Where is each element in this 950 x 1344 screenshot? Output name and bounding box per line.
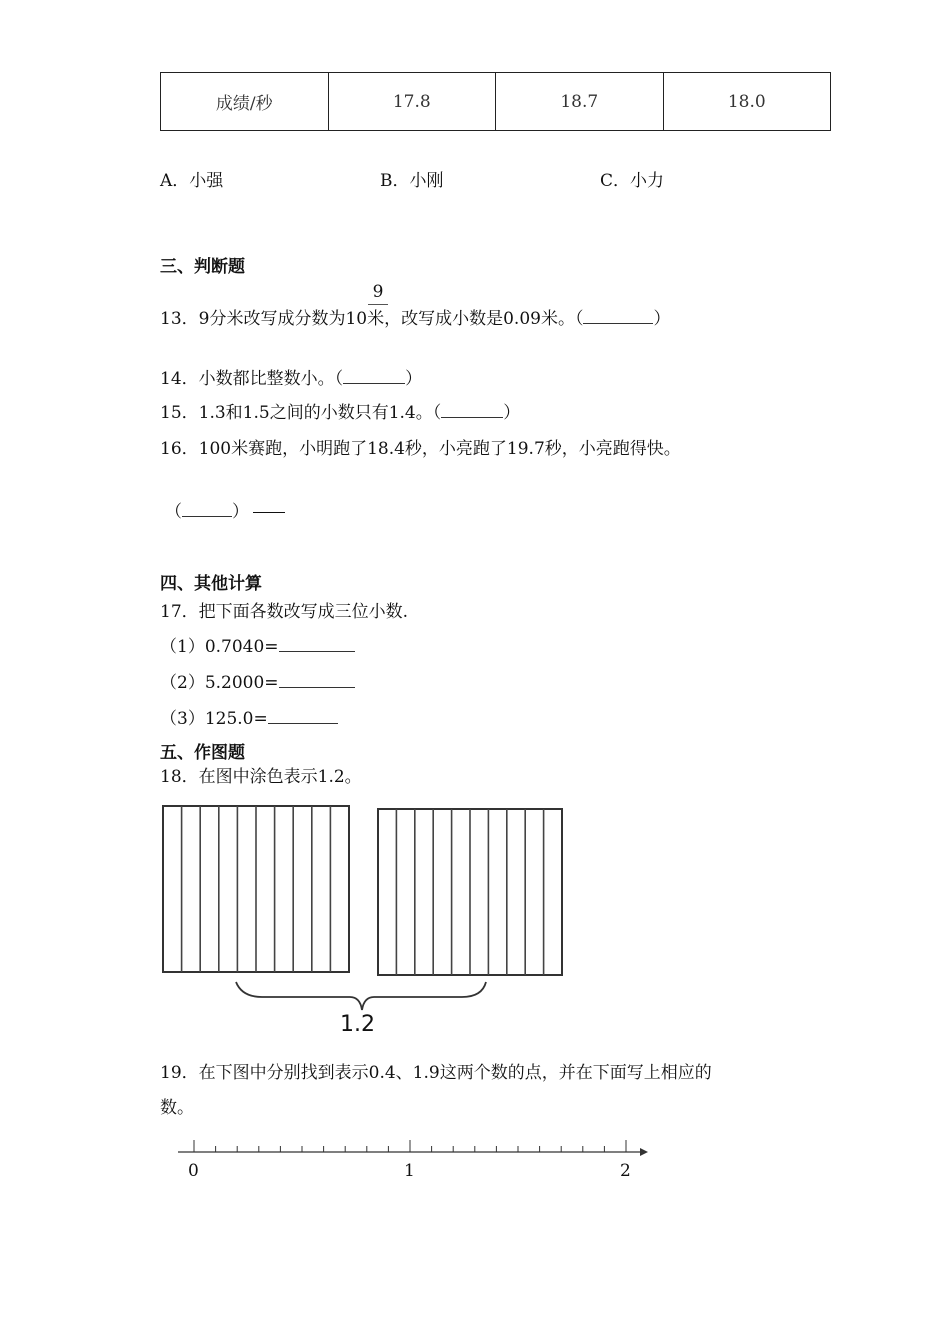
paren: （ xyxy=(165,502,182,522)
number-line xyxy=(178,1140,648,1156)
numerator: 9 xyxy=(372,282,384,302)
arrow-icon xyxy=(640,1148,648,1156)
section-heading: 四、其他计算 xyxy=(160,574,262,594)
paren: ） xyxy=(503,403,521,423)
option-c[interactable]: C．小力 xyxy=(600,171,665,191)
option-b[interactable]: B．小刚 xyxy=(380,171,444,191)
section-heading: 三、判断题 xyxy=(160,257,245,277)
score-cell: 18.7 xyxy=(496,73,664,131)
brace xyxy=(236,982,486,1010)
tick-label: 2 xyxy=(620,1161,631,1181)
row-label: 成绩/秒 xyxy=(161,73,329,131)
figure-label: 1.2 xyxy=(340,1012,375,1037)
q15-text: 15．1.3和1.5之间的小数只有1.4。（ xyxy=(160,403,442,423)
paren: ） xyxy=(653,309,671,329)
tick-label: 1 xyxy=(404,1161,415,1181)
question-18: 18．在图中涂色表示1.2。 xyxy=(160,767,362,787)
q13-prefix: 13．9分米改写成分数为 xyxy=(160,309,346,329)
denominator: 10 xyxy=(345,309,368,329)
option-a[interactable]: A．小强 xyxy=(160,171,224,191)
question-16: 16．100米赛跑，小明跑了18.4秒，小亮跑了19.7秒，小亮跑得快。 xyxy=(160,439,681,459)
score-cell: 18.0 xyxy=(663,73,831,131)
shading-grids[interactable] xyxy=(163,806,562,975)
question-17: 17．把下面各数改写成三位小数. xyxy=(160,602,409,622)
paren: ） xyxy=(232,502,249,522)
tick-label: 0 xyxy=(188,1161,199,1181)
item-text: （3）125.0= xyxy=(160,709,268,729)
section-heading: 五、作图题 xyxy=(160,743,245,763)
item-text: （2）5.2000= xyxy=(160,673,279,693)
paren: ） xyxy=(405,369,423,389)
q14-text: 14．小数都比整数小。（ xyxy=(160,369,344,389)
score-cell: 17.8 xyxy=(328,73,496,131)
item-text: （1）0.7040= xyxy=(160,637,279,657)
question-19-cont: 数。 xyxy=(160,1098,194,1118)
question-19: 19．在下图中分别找到表示0.4、1.9这两个数的点，并在下面写上相应的 xyxy=(160,1063,712,1083)
q13-suffix: 米，改写成小数是0.09米。（ xyxy=(367,309,584,329)
